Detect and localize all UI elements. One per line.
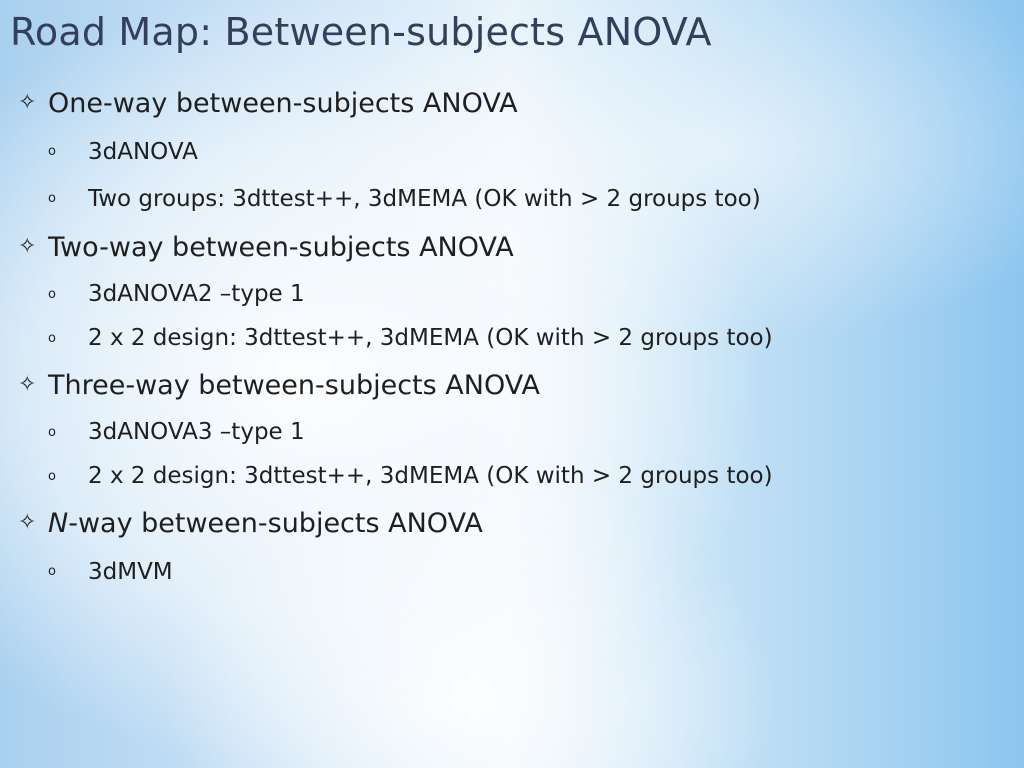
list-item xyxy=(18,128,1008,175)
list-item-text: 3dMVM xyxy=(88,558,173,585)
list-item-text: 2 x 2 design: 3dttest++, 3dMEMA (OK with > 2 groups too) xyxy=(88,325,773,351)
section-heading xyxy=(18,360,1008,410)
bullet-list xyxy=(18,78,1008,595)
four-point-star-icon: ✧ xyxy=(18,90,37,115)
section-label-italic-prefix: N xyxy=(48,507,69,539)
four-point-star-icon: ✧ xyxy=(18,234,37,259)
hollow-circle-icon: o xyxy=(48,330,56,346)
section-heading xyxy=(18,222,1008,272)
section-heading xyxy=(18,78,1008,128)
section-label-text: Three-way between-subjects ANOVA xyxy=(48,369,540,401)
hollow-circle-icon: o xyxy=(48,564,56,579)
section-label xyxy=(48,88,518,119)
slide-title: Road Map: Between-subjects ANOVA xyxy=(10,10,712,54)
hollow-circle-icon: o xyxy=(48,286,56,302)
section-label-text: Two-way between-subjects ANOVA xyxy=(48,231,514,263)
section-label-text: -way between-subjects ANOVA xyxy=(68,507,483,539)
hollow-circle-icon: o xyxy=(48,468,56,484)
hollow-circle-icon: o xyxy=(48,144,56,159)
list-item xyxy=(18,175,1008,222)
four-point-star-icon: ✧ xyxy=(18,372,37,397)
list-item xyxy=(18,272,1008,316)
list-item-text: Two groups: 3dttest++, 3dMEMA (OK with > 2 groups too) xyxy=(88,185,761,212)
list-item-text: 2 x 2 design: 3dttest++, 3dMEMA (OK with > 2 groups too) xyxy=(88,463,773,489)
list-item xyxy=(18,410,1008,454)
list-item xyxy=(18,316,1008,360)
section-label xyxy=(48,508,483,539)
hollow-circle-icon: o xyxy=(48,191,56,206)
four-point-star-icon: ✧ xyxy=(18,510,37,535)
section-label xyxy=(48,232,514,263)
list-item-text: 3dANOVA xyxy=(88,138,198,165)
hollow-circle-icon: o xyxy=(48,424,56,440)
section-label-text: One-way between-subjects ANOVA xyxy=(48,87,518,119)
section-heading xyxy=(18,498,1008,548)
list-item-text: 3dANOVA2 –type 1 xyxy=(88,281,305,307)
section-label xyxy=(48,370,540,401)
list-item xyxy=(18,548,1008,595)
list-item xyxy=(18,454,1008,498)
list-item-text: 3dANOVA3 –type 1 xyxy=(88,419,305,445)
